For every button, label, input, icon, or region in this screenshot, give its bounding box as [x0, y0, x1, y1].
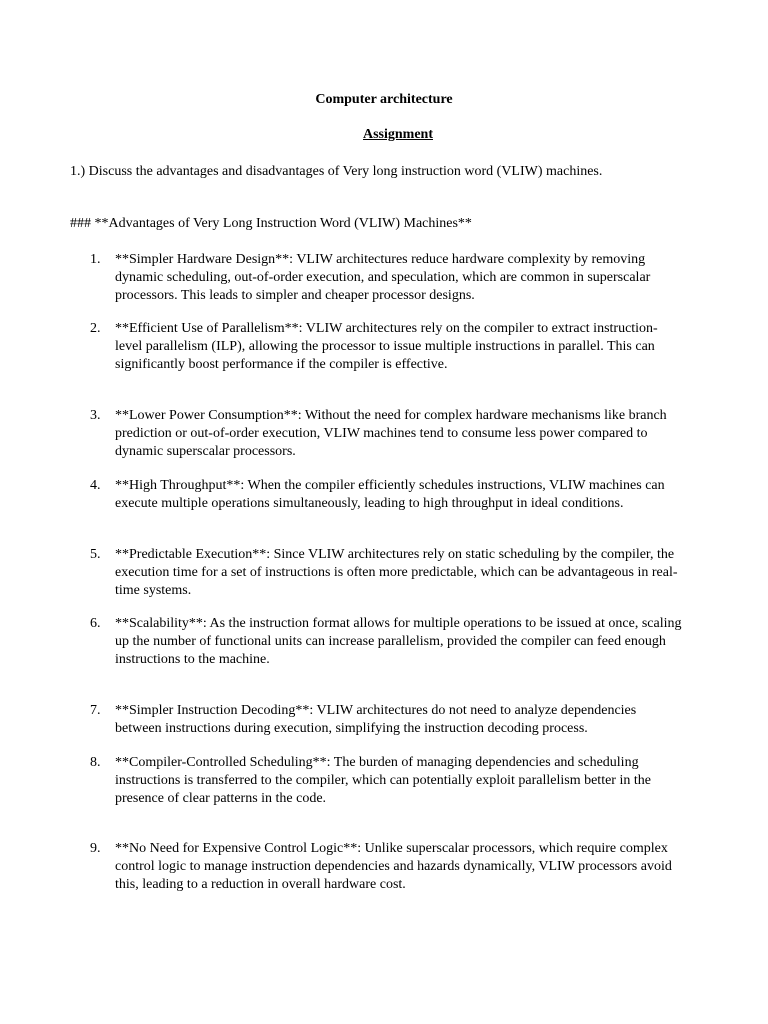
list-item-line: presence of clear patterns in the code.: [115, 791, 327, 806]
list-item-text: [115, 251, 710, 305]
document-subtitle: Assignment: [362, 127, 433, 142]
list-number: 2.: [90, 321, 101, 336]
list-item-line: **No Need for Expensive Control Logic**: Unlike superscalar processors, which require complex: [115, 841, 668, 856]
list-number: 4.: [90, 478, 101, 493]
list-number: 9.: [90, 841, 101, 856]
list-item-line: instructions to the machine.: [115, 652, 270, 667]
list-item-line: **Compiler-Controlled Scheduling**: The burden of managing dependencies and scheduling: [115, 755, 639, 770]
list-item-line: **Simpler Hardware Design**: VLIW architectures reduce hardware complexity by removing: [115, 252, 646, 267]
list-item-line: time systems.: [115, 583, 192, 598]
list-item-text: [115, 407, 710, 461]
list-item-line: prediction or out-of-order execution, VLIW machines tend to consume less power compared to: [115, 426, 648, 441]
list-item-line: execution time for a set of instructions is often more predictable, which can be advantageous in real-: [115, 565, 678, 580]
list-number: 6.: [90, 616, 101, 631]
list-number: 8.: [90, 755, 101, 770]
list-item-line: **Efficient Use of Parallelism**: VLIW architectures rely on the compiler to extract instruction-: [115, 321, 658, 336]
list-item-line: instructions is transferred to the compiler, which can potentially exploit parallelism better in the: [115, 773, 651, 788]
list-item-line: dynamic scheduling, out-of-order execution, and speculation, which are common in superscalar: [115, 270, 651, 285]
document-title: Computer architecture: [315, 92, 453, 107]
list-item-text: [115, 320, 710, 374]
list-item-line: level parallelism (ILP), allowing the processor to issue multiple instructions in parallel. This can: [115, 339, 655, 354]
list-item-text: [115, 840, 710, 894]
list-item-line: **Simpler Instruction Decoding**: VLIW architectures do not need to analyze dependencies: [115, 703, 637, 718]
list-item-line: execute multiple operations simultaneously, leading to high throughput in ideal conditions.: [115, 496, 624, 511]
list-item-line: up the number of functional units can increase parallelism, provided the compiler can feed enough: [115, 634, 666, 649]
list-item-text: [115, 702, 710, 738]
list-item-text: [115, 477, 710, 513]
list-item-line: processors. This leads to simpler and cheaper processor designs.: [115, 288, 475, 303]
question-text: 1.) Discuss the advantages and disadvantages of Very long instruction word (VLIW) machines.: [70, 164, 603, 179]
list-number: 7.: [90, 703, 101, 718]
section-heading: ### **Advantages of Very Long Instruction Word (VLIW) Machines**: [70, 216, 472, 231]
list-item-line: control logic to manage instruction dependencies and hazards dynamically, VLIW processors avoid: [115, 859, 672, 874]
list-item-line: between instructions during execution, simplifying the instruction decoding process.: [115, 721, 588, 736]
list-item-line: significantly boost performance if the compiler is effective.: [115, 357, 448, 372]
list-item-line: **Predictable Execution**: Since VLIW architectures rely on static scheduling by the compiler, the: [115, 547, 675, 562]
list-number: 5.: [90, 547, 101, 562]
list-item-line: **Scalability**: As the instruction format allows for multiple operations to be issued at once, scaling: [115, 616, 682, 631]
list-item-line: this, leading to a reduction in overall hardware cost.: [115, 877, 406, 892]
list-item-line: **Lower Power Consumption**: Without the need for complex hardware mechanisms like branch: [115, 408, 667, 423]
list-item-line: dynamic superscalar processors.: [115, 444, 296, 459]
list-item-line: **High Throughput**: When the compiler efficiently schedules instructions, VLIW machines can: [115, 478, 665, 493]
list-item-text: [115, 546, 710, 600]
list-item-text: [115, 615, 710, 669]
list-number: 3.: [90, 408, 101, 423]
list-number: 1.: [90, 252, 101, 267]
list-item-text: [115, 754, 710, 808]
